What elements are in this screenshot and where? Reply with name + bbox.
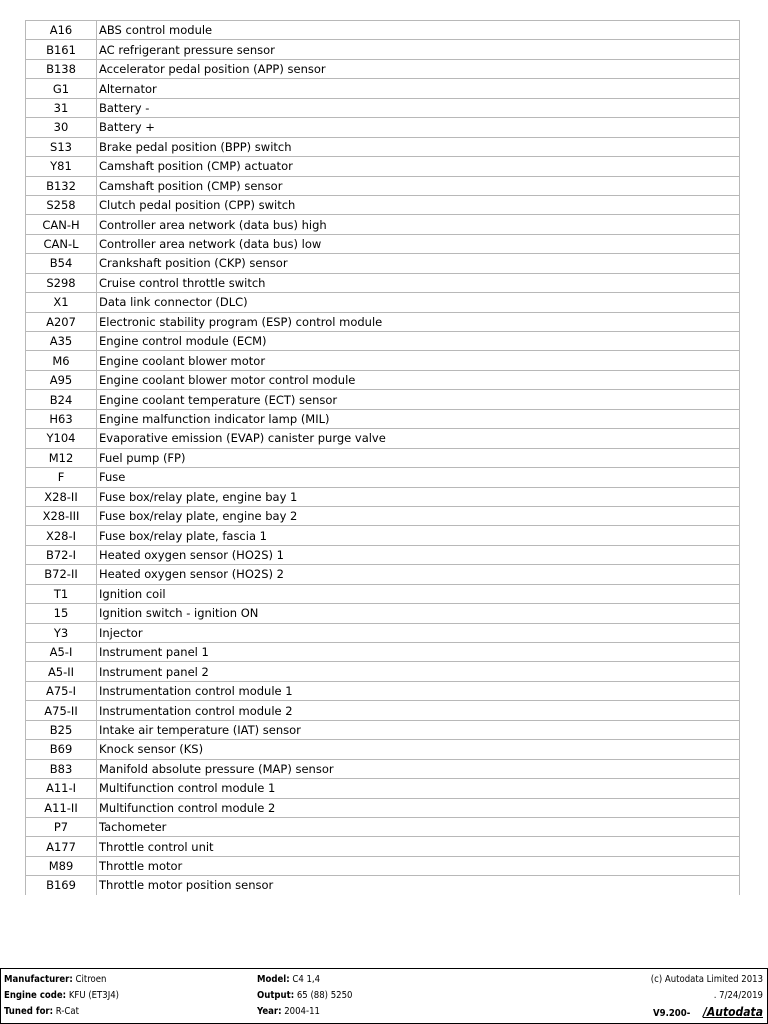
component-code: M6 xyxy=(26,351,97,370)
component-description: Throttle motor xyxy=(97,856,740,875)
component-code: Y81 xyxy=(26,157,97,176)
legend-row xyxy=(26,662,740,681)
component-legend-table xyxy=(25,20,740,895)
component-description: Fuse box/relay plate, engine bay 1 xyxy=(97,487,740,506)
version-brand-line xyxy=(651,1004,763,1022)
component-description: Crankshaft position (CKP) sensor xyxy=(97,254,740,273)
manufacturer-value: Citroen xyxy=(75,974,107,985)
component-code: G1 xyxy=(26,79,97,98)
legend-row xyxy=(26,526,740,545)
component-code: S13 xyxy=(26,137,97,156)
engine-code-line xyxy=(4,988,119,1004)
component-description: Heated oxygen sensor (HO2S) 1 xyxy=(97,545,740,564)
legend-row xyxy=(26,312,740,331)
print-date: . 7/24/2019 xyxy=(713,990,763,1001)
component-description: ABS control module xyxy=(97,21,740,40)
tuned-for-value: R-Cat xyxy=(55,1006,79,1017)
legend-row xyxy=(26,701,740,720)
component-code: CAN-H xyxy=(26,215,97,234)
autodata-logo: /Autodata xyxy=(702,1005,763,1019)
component-description: Data link connector (DLC) xyxy=(97,293,740,312)
engine-code-value: KFU (ET3J4) xyxy=(68,990,119,1001)
component-code: X28-III xyxy=(26,506,97,525)
component-code: B54 xyxy=(26,254,97,273)
component-description: Engine coolant temperature (ECT) sensor xyxy=(97,390,740,409)
component-code: A75-II xyxy=(26,701,97,720)
manufacturer-label: Manufacturer: xyxy=(4,974,73,985)
component-description: Instrumentation control module 1 xyxy=(97,681,740,700)
legend-row xyxy=(26,798,740,817)
component-description: Clutch pedal position (CPP) switch xyxy=(97,195,740,214)
legend-row xyxy=(26,506,740,525)
output-label: Output: xyxy=(257,990,295,1001)
component-description: Camshaft position (CMP) actuator xyxy=(97,157,740,176)
component-description: Throttle motor position sensor xyxy=(97,876,740,895)
component-description: Instrument panel 2 xyxy=(97,662,740,681)
component-code: B138 xyxy=(26,59,97,78)
component-code: 30 xyxy=(26,118,97,137)
component-code: A11-II xyxy=(26,798,97,817)
component-code: F xyxy=(26,468,97,487)
component-description: Brake pedal position (BPP) switch xyxy=(97,137,740,156)
component-code: A35 xyxy=(26,332,97,351)
component-code: H63 xyxy=(26,409,97,428)
legend-row xyxy=(26,293,740,312)
legend-row xyxy=(26,487,740,506)
component-description: Battery - xyxy=(97,98,740,117)
component-code: A95 xyxy=(26,370,97,389)
component-description: Injector xyxy=(97,623,740,642)
model-line xyxy=(257,972,352,988)
legend-row xyxy=(26,565,740,584)
legend-row xyxy=(26,584,740,603)
component-code: B24 xyxy=(26,390,97,409)
legend-row xyxy=(26,837,740,856)
component-code: A5-II xyxy=(26,662,97,681)
component-code: B132 xyxy=(26,176,97,195)
legend-row xyxy=(26,643,740,662)
legend-row xyxy=(26,176,740,195)
footer-model-info xyxy=(257,972,352,1020)
component-code: Y104 xyxy=(26,429,97,448)
component-description: Electronic stability program (ESP) control module xyxy=(97,312,740,331)
component-code: X28-II xyxy=(26,487,97,506)
component-code: M12 xyxy=(26,448,97,467)
legend-row xyxy=(26,195,740,214)
legend-body xyxy=(26,21,740,895)
component-code: T1 xyxy=(26,584,97,603)
component-description: Fuel pump (FP) xyxy=(97,448,740,467)
legend-row xyxy=(26,332,740,351)
legend-row xyxy=(26,681,740,700)
component-code: B72-II xyxy=(26,565,97,584)
copyright-text: (c) Autodata Limited 2013 xyxy=(650,974,763,985)
footer-vehicle-info xyxy=(4,972,119,1020)
legend-row xyxy=(26,370,740,389)
component-description: Ignition switch - ignition ON xyxy=(97,604,740,623)
component-code: X28-I xyxy=(26,526,97,545)
legend-row xyxy=(26,390,740,409)
legend-row xyxy=(26,59,740,78)
legend-row xyxy=(26,856,740,875)
model-value: C4 1,4 xyxy=(292,974,321,985)
component-code: A75-I xyxy=(26,681,97,700)
legend-row xyxy=(26,817,740,836)
component-description: Intake air temperature (IAT) sensor xyxy=(97,720,740,739)
component-description: Engine coolant blower motor control module xyxy=(97,370,740,389)
component-code: X1 xyxy=(26,293,97,312)
component-description: Heated oxygen sensor (HO2S) 2 xyxy=(97,565,740,584)
legend-row xyxy=(26,759,740,778)
output-value: 65 (88) 5250 xyxy=(296,990,353,1001)
component-description: Tachometer xyxy=(97,817,740,836)
output-line xyxy=(257,988,352,1004)
component-description: Fuse xyxy=(97,468,740,487)
component-code: A5-I xyxy=(26,643,97,662)
legend-row xyxy=(26,40,740,59)
legend-row xyxy=(26,623,740,642)
component-code: B161 xyxy=(26,40,97,59)
component-description: Throttle control unit xyxy=(97,837,740,856)
component-description: Battery + xyxy=(97,118,740,137)
year-label: Year: xyxy=(257,1006,282,1017)
component-code: A11-I xyxy=(26,779,97,798)
legend-row xyxy=(26,545,740,564)
tuned-for-label: Tuned for: xyxy=(4,1006,54,1017)
component-code: B72-I xyxy=(26,545,97,564)
engine-code-label: Engine code: xyxy=(4,990,67,1001)
component-code: S258 xyxy=(26,195,97,214)
legend-row xyxy=(26,351,740,370)
legend-row xyxy=(26,118,740,137)
legend-row xyxy=(26,98,740,117)
year-value: 2004-11 xyxy=(284,1006,320,1017)
component-description: Controller area network (data bus) low xyxy=(97,234,740,253)
component-description: Ignition coil xyxy=(97,584,740,603)
component-description: Fuse box/relay plate, engine bay 2 xyxy=(97,506,740,525)
legend-row xyxy=(26,79,740,98)
component-description: Fuse box/relay plate, fascia 1 xyxy=(97,526,740,545)
component-code: B25 xyxy=(26,720,97,739)
component-description: Manifold absolute pressure (MAP) sensor xyxy=(97,759,740,778)
component-code: A177 xyxy=(26,837,97,856)
component-code: B169 xyxy=(26,876,97,895)
component-code: S298 xyxy=(26,273,97,292)
legend-row xyxy=(26,876,740,895)
component-description: Instrument panel 1 xyxy=(97,643,740,662)
document-footer xyxy=(0,968,768,1024)
component-description: Instrumentation control module 2 xyxy=(97,701,740,720)
component-description: Multifunction control module 1 xyxy=(97,779,740,798)
component-description: Engine control module (ECM) xyxy=(97,332,740,351)
component-code: 31 xyxy=(26,98,97,117)
component-code: B83 xyxy=(26,759,97,778)
legend-row xyxy=(26,137,740,156)
component-code: A207 xyxy=(26,312,97,331)
component-description: Engine malfunction indicator lamp (MIL) xyxy=(97,409,740,428)
component-code: A16 xyxy=(26,21,97,40)
version-label: V9.200- xyxy=(653,1008,691,1019)
tuned-for-line xyxy=(4,1004,119,1020)
component-description: Accelerator pedal position (APP) sensor xyxy=(97,59,740,78)
legend-row xyxy=(26,740,740,759)
legend-row xyxy=(26,157,740,176)
component-description: Engine coolant blower motor xyxy=(97,351,740,370)
model-label: Model: xyxy=(257,974,290,985)
component-code: Y3 xyxy=(26,623,97,642)
component-description: AC refrigerant pressure sensor xyxy=(97,40,740,59)
legend-row xyxy=(26,448,740,467)
component-code: CAN-L xyxy=(26,234,97,253)
legend-row xyxy=(26,468,740,487)
component-code: B69 xyxy=(26,740,97,759)
legend-row xyxy=(26,21,740,40)
component-description: Knock sensor (KS) xyxy=(97,740,740,759)
manufacturer-line xyxy=(4,972,119,988)
component-code: P7 xyxy=(26,817,97,836)
component-description: Cruise control throttle switch xyxy=(97,273,740,292)
legend-row xyxy=(26,604,740,623)
legend-row xyxy=(26,409,740,428)
component-code: 15 xyxy=(26,604,97,623)
component-description: Alternator xyxy=(97,79,740,98)
legend-row xyxy=(26,215,740,234)
component-description: Controller area network (data bus) high xyxy=(97,215,740,234)
component-description: Evaporative emission (EVAP) canister purge valve xyxy=(97,429,740,448)
component-code: M89 xyxy=(26,856,97,875)
legend-row xyxy=(26,720,740,739)
legend-row xyxy=(26,779,740,798)
legend-row xyxy=(26,273,740,292)
component-description: Camshaft position (CMP) sensor xyxy=(97,176,740,195)
year-line xyxy=(257,1004,352,1020)
legend-row xyxy=(26,254,740,273)
legend-row xyxy=(26,429,740,448)
legend-row xyxy=(26,234,740,253)
component-description: Multifunction control module 2 xyxy=(97,798,740,817)
footer-publisher-info xyxy=(651,972,763,1022)
